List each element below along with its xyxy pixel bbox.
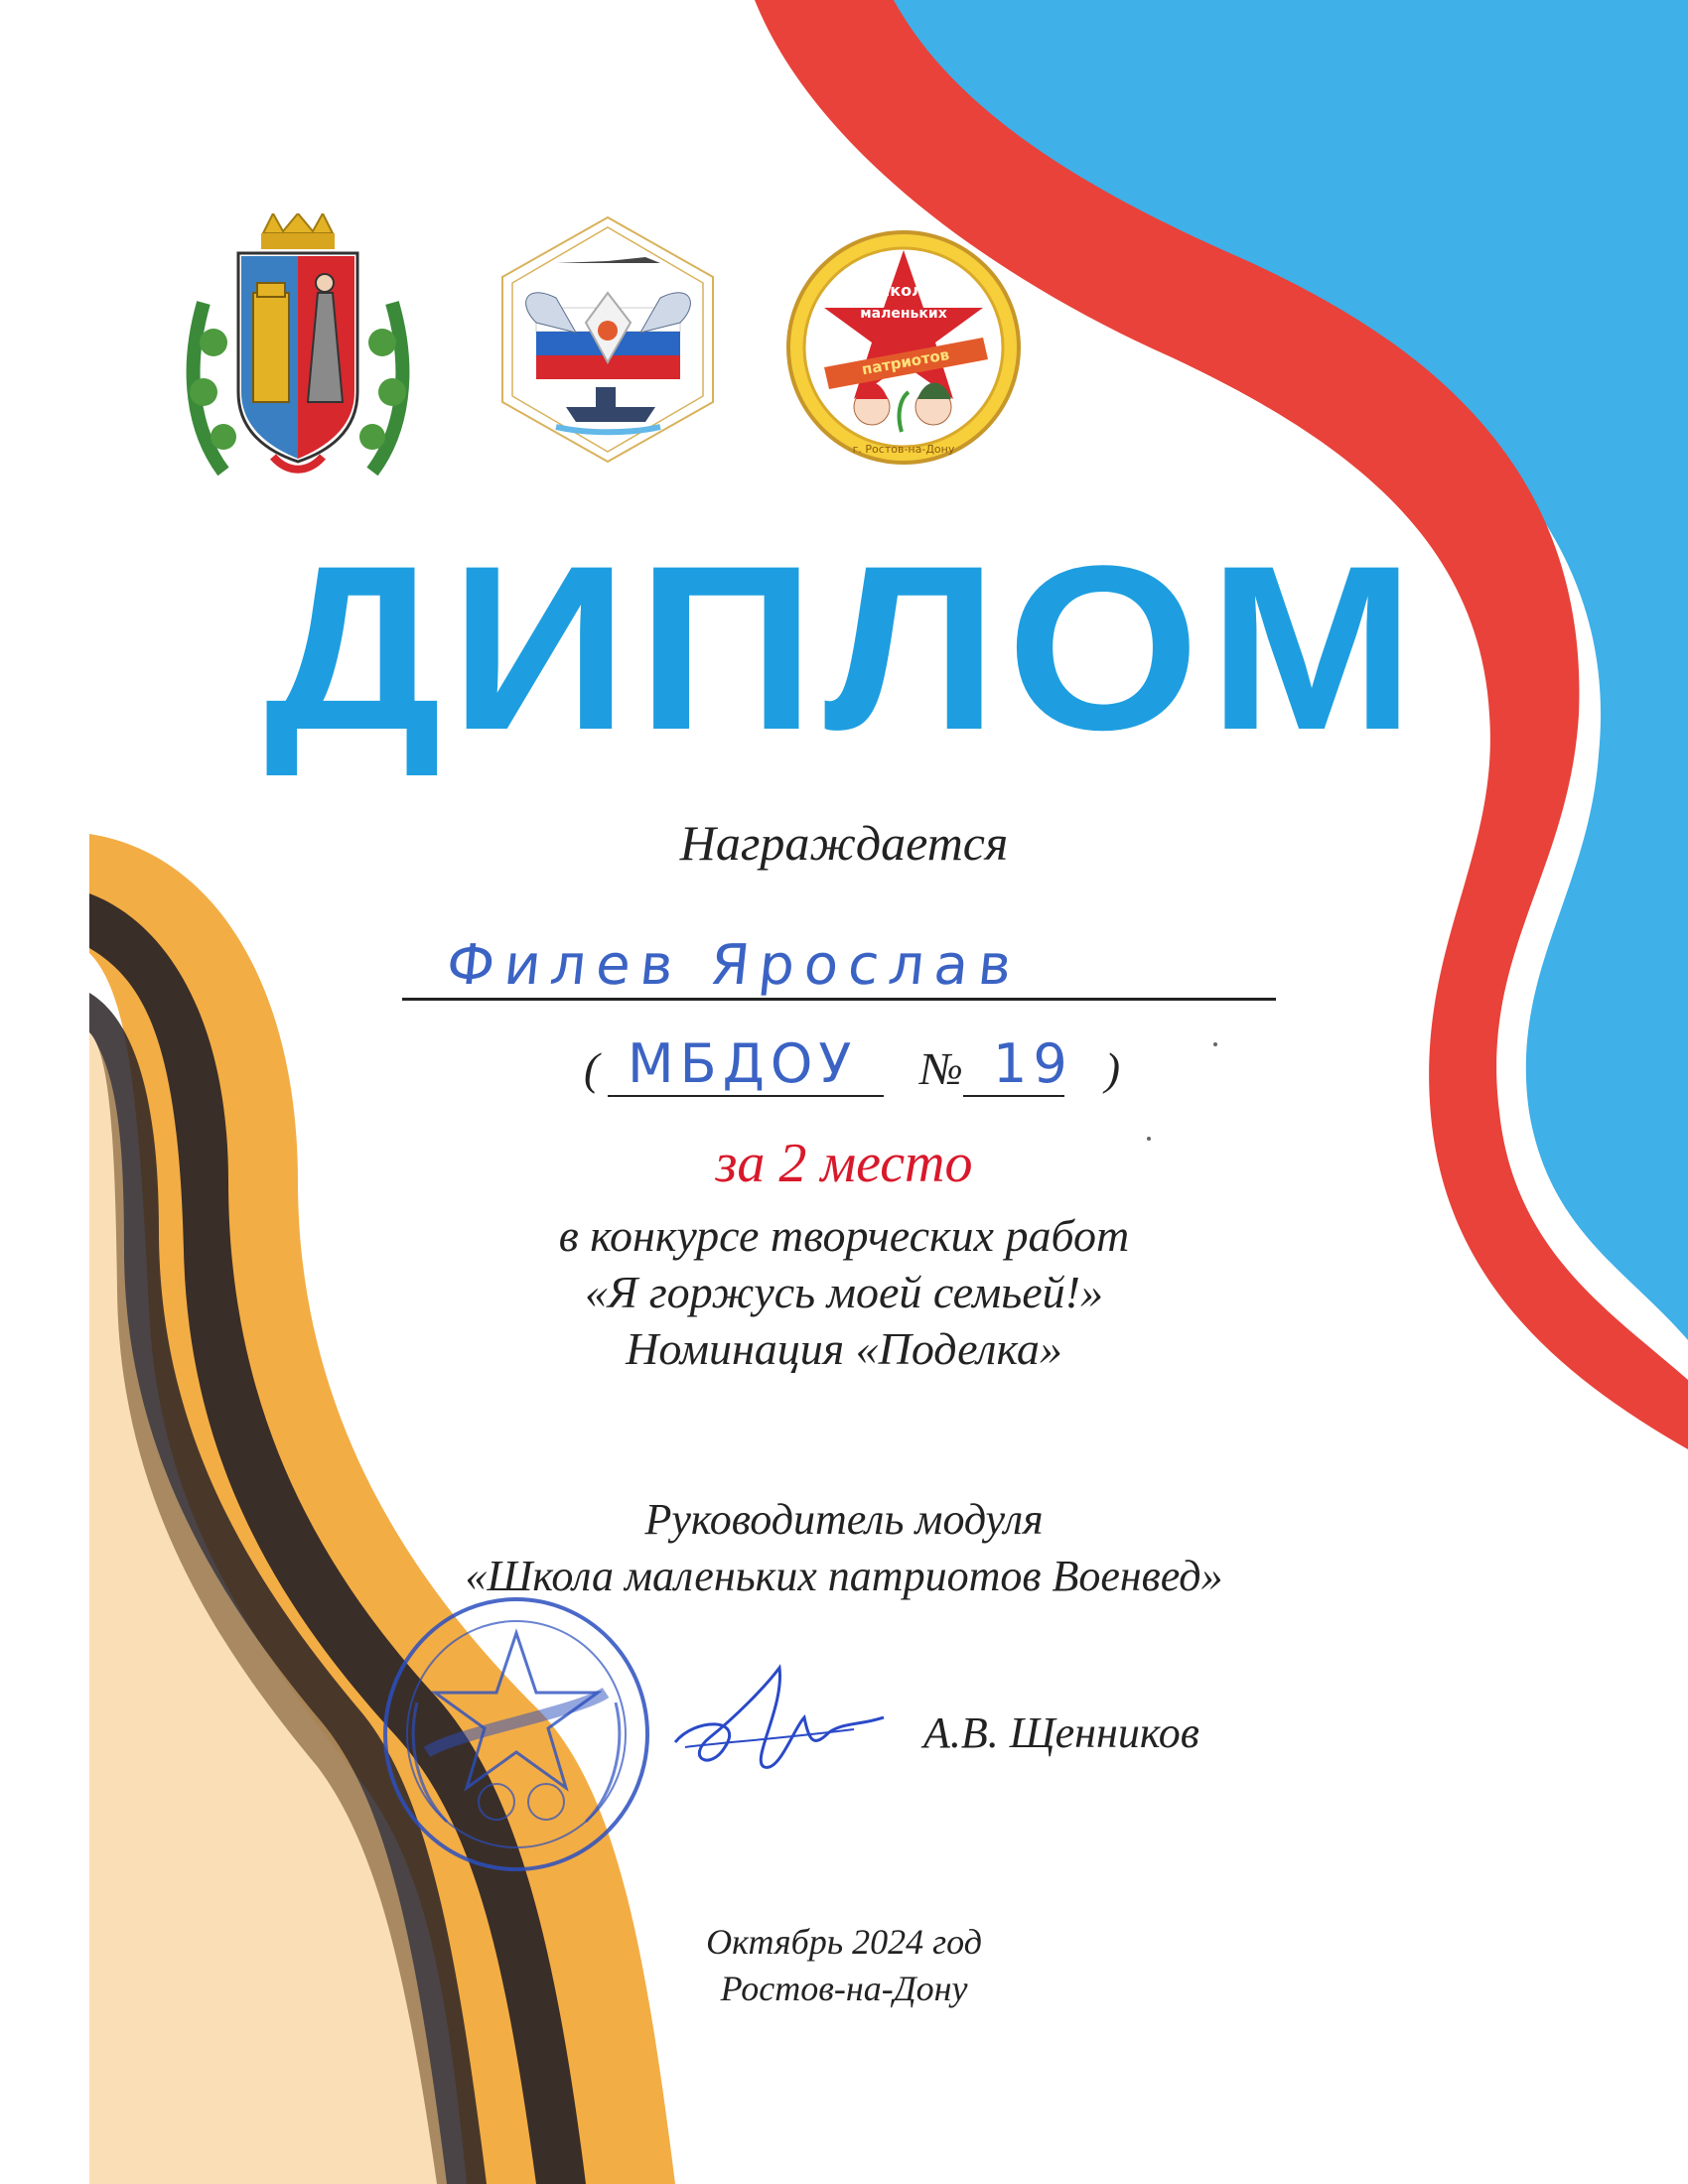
contest-name: «Я горжусь моей семьей!» (585, 1267, 1103, 1317)
rostov-coat-of-arms-icon (184, 213, 412, 481)
org-underline (608, 1095, 884, 1097)
nomination: Номинация «Поделка» (626, 1323, 1062, 1374)
recipient-name: Филев Ярослав (443, 933, 1025, 998)
seal-stamp-icon (377, 1593, 655, 1876)
number-sign: № (919, 1043, 963, 1094)
signature-icon (655, 1648, 894, 1787)
city-text: Ростов-на-Дону (720, 1969, 968, 2008)
badge-text-little: маленьких (860, 306, 947, 322)
head-module: «Школа маленьких патриотов Военвед» (465, 1552, 1223, 1600)
number-underline (963, 1095, 1064, 1097)
head-title: Руководитель модуля (644, 1495, 1044, 1544)
diploma-title: ДИПЛОМ (264, 517, 1424, 779)
speck (1213, 1042, 1217, 1046)
org-number: 19 (993, 1032, 1073, 1095)
awarded-label: Награждается (679, 815, 1009, 871)
org-open-paren: ( (584, 1043, 600, 1094)
org-close-paren: ) (1104, 1043, 1121, 1094)
badge-text-city: г. Ростов-на-Дону (852, 443, 955, 456)
name-underline (402, 998, 1276, 1001)
place-text: за 2 место (715, 1133, 973, 1194)
date-text: Октябрь 2024 год (706, 1922, 982, 1962)
org-type: МБДОУ (628, 1032, 858, 1095)
contest-line: в конкурсе творческих работ (558, 1210, 1130, 1261)
signer-name: А.В. Щенников (923, 1708, 1199, 1757)
school-little-patriots-badge-icon (784, 228, 1023, 467)
badge-text-patriots: патриотов (860, 345, 951, 379)
logos-row (179, 213, 1072, 491)
voenved-emblem-icon (496, 213, 720, 467)
badge-text-school: школа (873, 281, 934, 300)
speck (1147, 1137, 1151, 1141)
